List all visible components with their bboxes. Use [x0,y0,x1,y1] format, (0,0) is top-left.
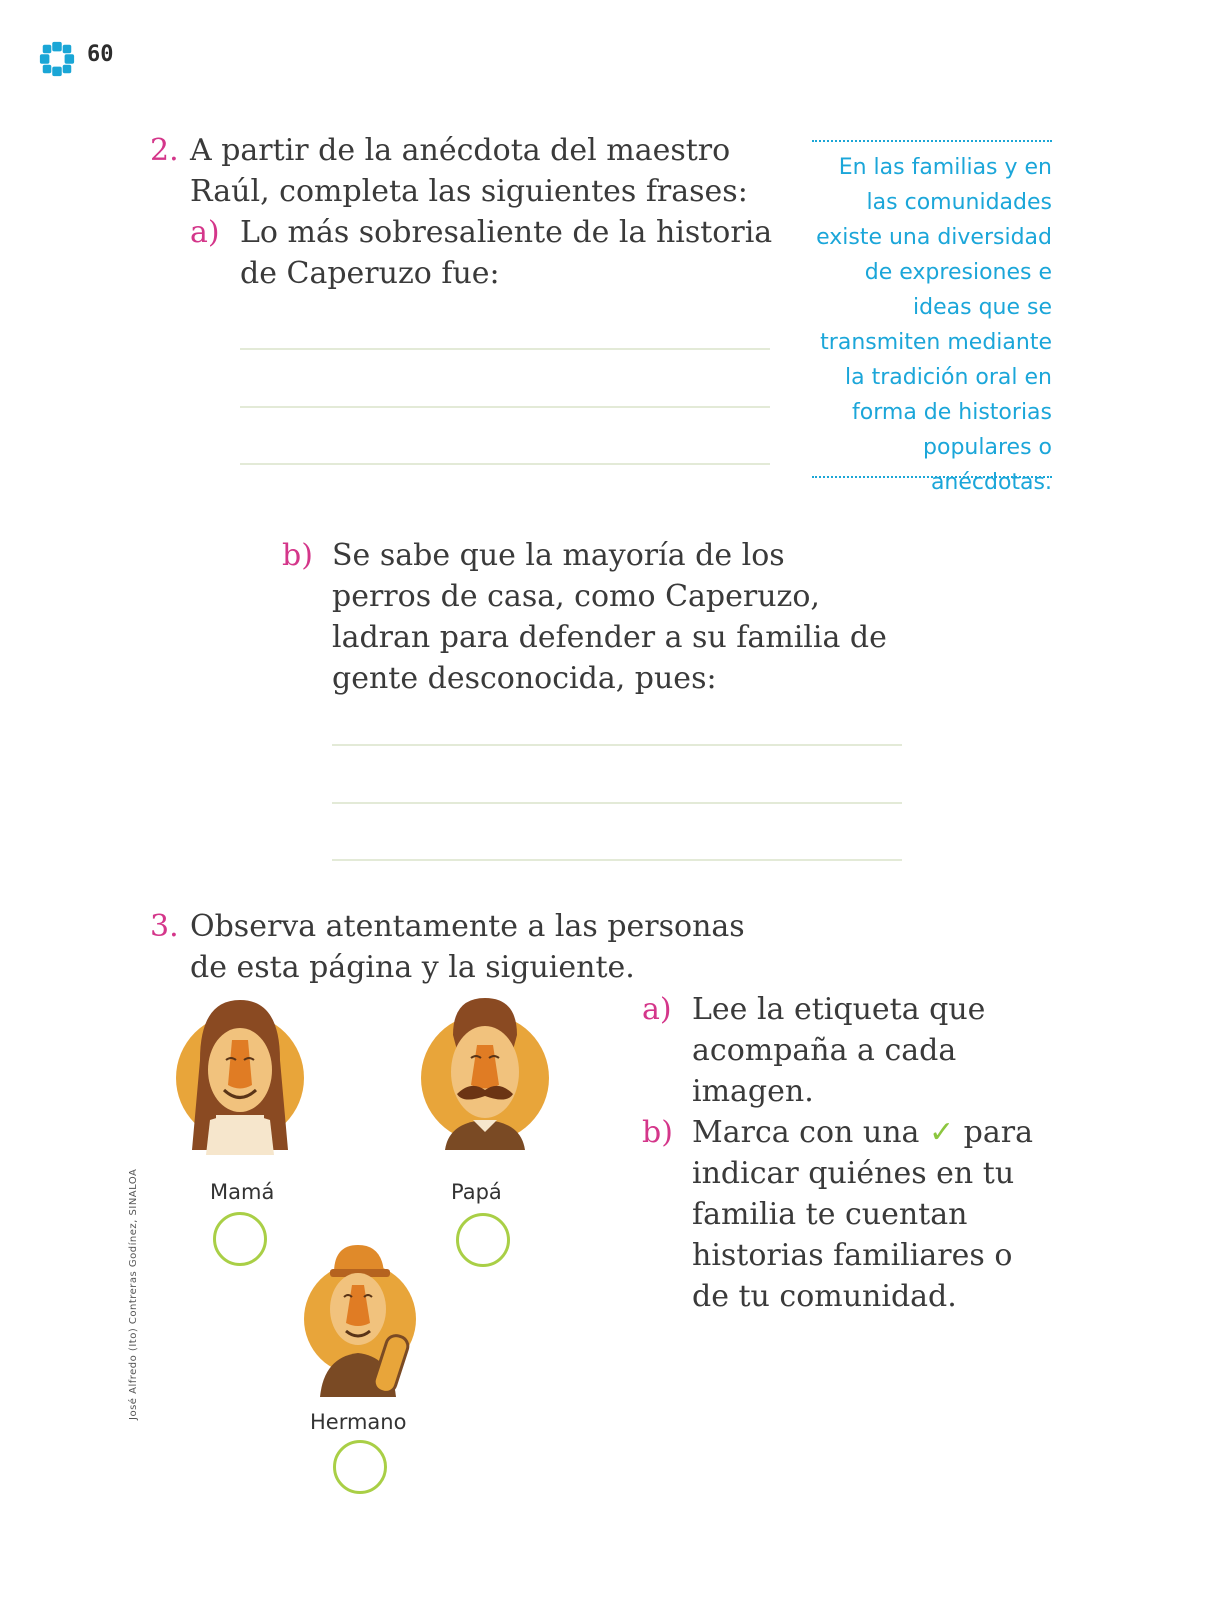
question-2a-letter: a) [190,215,220,250]
mama-illustration-icon [170,990,310,1165]
answer-line-2b-1[interactable] [332,744,902,746]
question-2a-text: Lo más sobresaliente de la historia de Caperuzo fue: [240,215,773,291]
info-sidebox [812,140,1052,495]
papa-label: Papá [451,1180,502,1204]
question-2b-text: Se sabe que la mayoría de los perros de casa, como Caperuzo, ladran para defender a su familia de gente desconocida, pues: [332,538,887,696]
hermano-label: Hermano [310,1410,407,1434]
illustration-credit: José Alfredo (Ito) Contreras Godínez, SINALOA [128,1168,139,1420]
papa-illustration-icon [415,990,555,1165]
papa-checkbox[interactable] [456,1213,510,1267]
hermano-checkbox[interactable] [333,1440,387,1494]
mama-label: Mamá [210,1180,275,1204]
answer-line-2a-3[interactable] [240,463,770,465]
checkmark-icon: ✓ [928,1115,955,1150]
question-3b-text [692,1112,1052,1317]
info-sidebox-text: En las familias y en las comunidades existe una diversidad de expresiones e ideas que se transmiten mediante la tradición oral en forma de historias populares o anécdotas. [816,155,1052,495]
hermano-illustration-icon [300,1237,418,1402]
question-3b-text-after: para indicar quiénes en tu familia te cuentan historias familiares o de tu comunidad. [692,1115,1033,1314]
question-3a-text: Lee la etiqueta que acompaña a cada imagen. [692,992,986,1109]
question-2-text: A partir de la anécdota del maestro Raúl, completa las siguientes frases: [190,133,748,209]
answer-line-2a-2[interactable] [240,406,770,408]
question-3b-letter: b) [642,1115,673,1150]
question-3a-letter: a) [642,992,672,1027]
question-2-number: 2. [150,133,179,168]
page-number: 60 [87,42,114,67]
answer-line-2b-3[interactable] [332,859,902,861]
mama-checkbox[interactable] [213,1212,267,1266]
answer-line-2b-2[interactable] [332,802,902,804]
book-logo-icon [38,40,76,78]
question-3b-text-before: Marca con una [692,1115,920,1150]
answer-line-2a-1[interactable] [240,348,770,350]
question-3-text: Observa atentamente a las personas de esta página y la siguiente. [190,909,745,985]
question-3-number: 3. [150,909,179,944]
question-2b-letter: b) [282,538,313,573]
